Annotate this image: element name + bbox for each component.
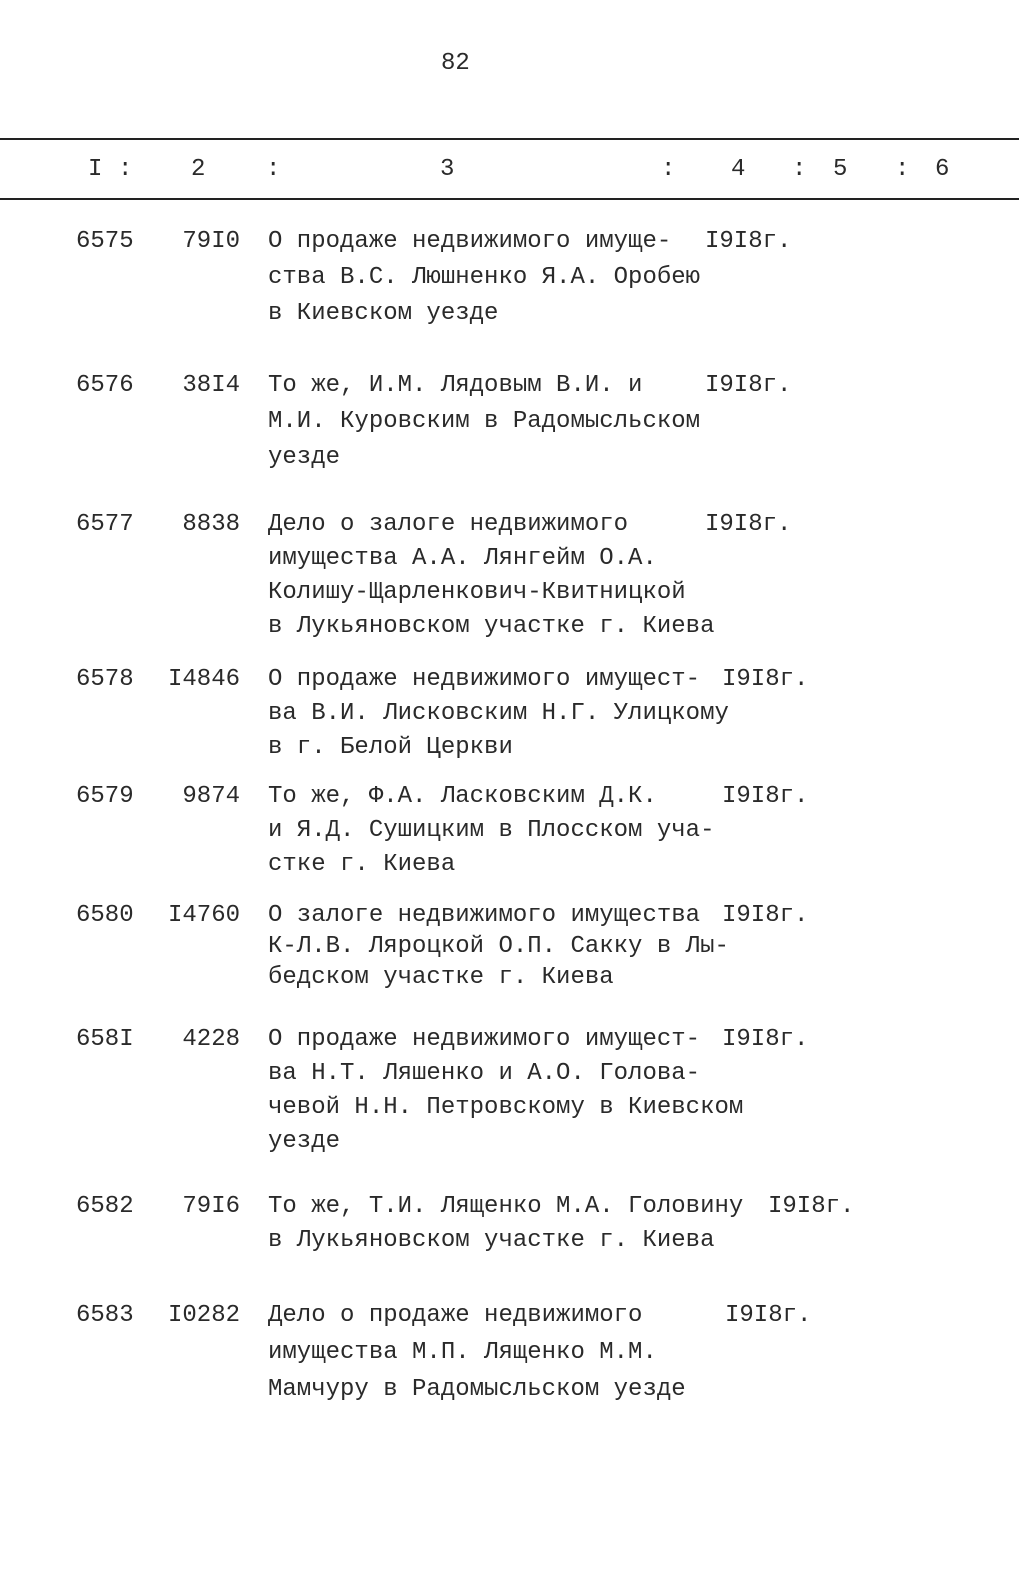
description-line: ства В.С. Люшненко Я.А. Оробею	[268, 264, 701, 291]
col-header-1: I	[88, 156, 103, 183]
description-line: М.И. Куровским в Радомысльском	[268, 408, 701, 435]
entry-description	[268, 224, 700, 332]
description-line: имущества М.П. Лященко М.М.	[268, 1339, 657, 1366]
entry-number: 6576	[76, 372, 134, 399]
entry-file-id: 9874	[182, 783, 240, 810]
description-line: О залоге недвижимого имущества	[268, 902, 701, 929]
description-line: То же, Ф.А. Ласковским Д.К.	[268, 783, 657, 810]
description-line: О продаже недвижимого имуще-	[268, 228, 672, 255]
entry-description	[268, 898, 729, 991]
header-bottom-rule	[0, 198, 1019, 200]
col-header-4: 4	[731, 156, 746, 183]
col-separator: :	[118, 156, 133, 183]
description-line: в Киевском уезде	[268, 300, 499, 327]
description-line: ва Н.Т. Ляшенко и А.О. Голова-	[268, 1060, 701, 1087]
col-separator: :	[895, 156, 910, 183]
description-line: бедском участке г. Киева	[268, 964, 614, 991]
entry-number: 6575	[76, 228, 134, 255]
entry-year: I9I8г.	[705, 511, 792, 538]
entry-number: 6578	[76, 666, 134, 693]
entry-file-id: 8838	[182, 511, 240, 538]
description-line: и Я.Д. Сушицким в Плосском уча-	[268, 817, 715, 844]
description-line: К-Л.В. Ляроцкой О.П. Сакку в Лы-	[268, 933, 729, 960]
entry-year: I9I8г.	[722, 902, 809, 929]
col-header-5: 5	[833, 156, 848, 183]
entry-number: 6579	[76, 783, 134, 810]
entry-number: 6577	[76, 511, 134, 538]
description-line: Дело о залоге недвижимого	[268, 511, 629, 538]
description-line: уезде	[268, 444, 341, 471]
header-top-rule	[0, 138, 1019, 140]
entry-file-id: I4846	[167, 666, 240, 693]
col-header-2: 2	[191, 156, 206, 183]
entry-file-id: 79I6	[182, 1193, 240, 1220]
entry-year: I9I8г.	[722, 1026, 809, 1053]
entry-file-id: 38I4	[182, 372, 240, 399]
description-line: в Лукьяновском участке г. Киева	[268, 1227, 715, 1254]
entry-description	[268, 507, 714, 643]
entry-year: I9I8г.	[705, 228, 792, 255]
entry-file-id: I4760	[167, 902, 240, 929]
description-line: ва В.И. Лисковским Н.Г. Улицкому	[268, 700, 729, 727]
entry-file-id: 4228	[182, 1026, 240, 1053]
col-separator: :	[792, 156, 807, 183]
entry-file-id: 79I0	[182, 228, 240, 255]
entry-year: I9I8г.	[768, 1193, 855, 1220]
description-line: чевой Н.Н. Петровскому в Киевском	[268, 1094, 744, 1121]
entry-number: 6580	[76, 902, 134, 929]
description-line: О продаже недвижимого имущест-	[268, 666, 701, 693]
col-header-6: 6	[935, 156, 950, 183]
entry-number: 658I	[76, 1026, 134, 1053]
description-line: То же, И.М. Лядовым В.И. и	[268, 372, 643, 399]
description-line: То же, Т.И. Лященко М.А. Головину	[268, 1193, 744, 1220]
description-line: в г. Белой Церкви	[268, 734, 513, 761]
entry-description	[268, 1189, 743, 1257]
entry-number: 6583	[76, 1302, 134, 1329]
entry-description	[268, 1022, 743, 1158]
page-number: 82	[441, 50, 470, 77]
entry-description	[268, 779, 714, 881]
entry-number: 6582	[76, 1193, 134, 1220]
description-line: в Лукьяновском участке г. Киева	[268, 613, 715, 640]
entry-description	[268, 368, 700, 476]
entry-description	[268, 1298, 686, 1409]
col-separator: :	[266, 156, 281, 183]
description-line: имущества А.А. Лянгейм О.А.	[268, 545, 657, 572]
description-line: Дело о продаже недвижимого	[268, 1302, 643, 1329]
entry-description	[268, 662, 729, 764]
entry-file-id: I0282	[167, 1302, 240, 1329]
description-line: О продаже недвижимого имущест-	[268, 1026, 701, 1053]
description-line: Колишу-Щарленкович-Квитницкой	[268, 579, 686, 606]
col-header-3: 3	[440, 156, 455, 183]
entry-year: I9I8г.	[725, 1302, 812, 1329]
description-line: уезде	[268, 1128, 341, 1155]
entry-year: I9I8г.	[722, 666, 809, 693]
col-separator: :	[661, 156, 676, 183]
description-line: стке г. Киева	[268, 851, 456, 878]
entry-year: I9I8г.	[705, 372, 792, 399]
description-line: Мамчуру в Радомысльском уезде	[268, 1376, 686, 1403]
entry-year: I9I8г.	[722, 783, 809, 810]
